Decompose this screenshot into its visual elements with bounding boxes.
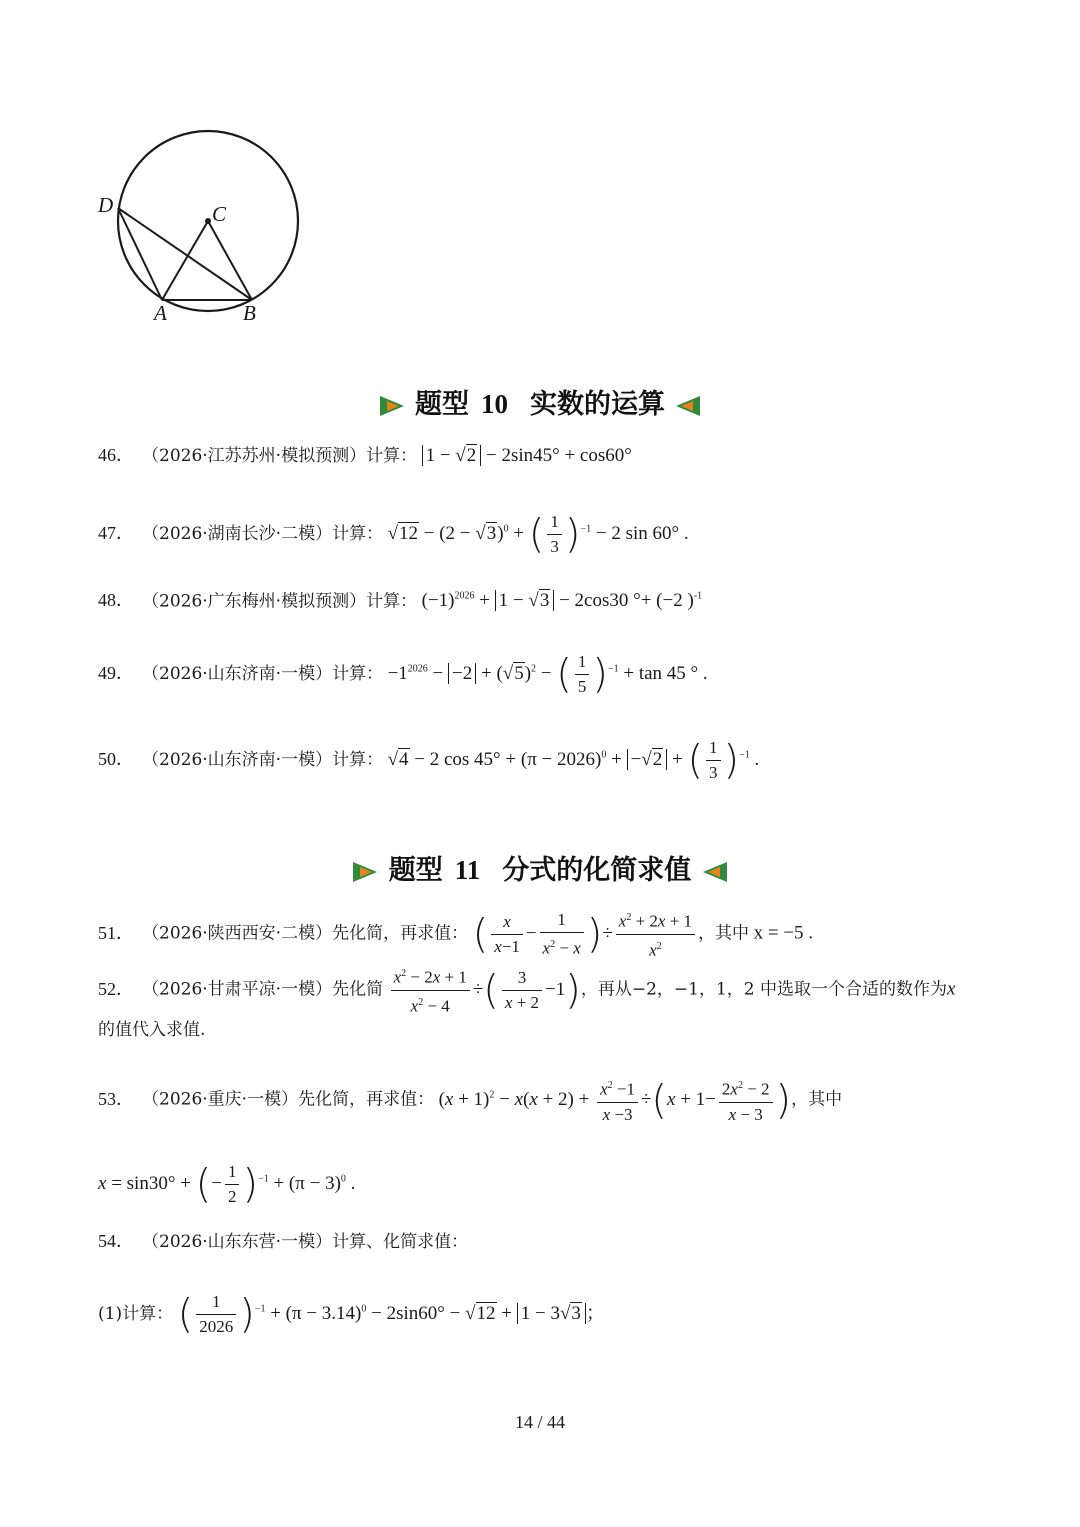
expression-47: $√12 - (2 - √3)^0$ + ( $\frac{1}{3}$ )$^{-1}$ − 2 sin 60° . bbox=[387, 511, 689, 558]
question-53-condition bbox=[98, 1160, 990, 1209]
label-c: C bbox=[212, 202, 227, 226]
question-52-continuation: 的值代入求值. bbox=[98, 1020, 206, 1040]
question-54: 54． （2026·山东东营·一模）计算、化简求值： bbox=[98, 1231, 469, 1252]
question-49: 49． （2026·山东济南·一模）计算： $-1^{2026} - -2 + (√5)^2$ − ( $\frac{1}{5}$ )$^{-1}$ + tan 45 ° . bbox=[98, 651, 708, 698]
expression-51: ( $\frac{x}{x-1}$ − $\frac{1}{x^2 - x}$ )÷ $\frac{x^2 + 2x + 1}{x^2}$ bbox=[473, 923, 698, 944]
question-47: 47． （2026·湖南长沙·二模）计算： $√12 - (2 - √3)^0$ + ( $\frac{1}{3}$ )$^{-1}$ − 2 sin 60° . bbox=[98, 511, 689, 558]
section-title-11 bbox=[0, 848, 1080, 887]
page-number: 14 / 44 bbox=[514, 1412, 565, 1432]
label-d: D bbox=[98, 193, 114, 217]
expression-46: 1 − √2 − 2sin45° + cos60° bbox=[422, 445, 632, 466]
section-label: 题型 bbox=[415, 389, 469, 420]
question-52: 52． （2026·甘肃平凉·一模）先化简 $\frac{x^2 - 2x + 1}{x^2 - 4}$ ÷( $\frac{3}{x + 2}$ −1)，再从−2，−1，1，2 中选取一个合适的数作为x bbox=[98, 962, 990, 1018]
section-name: 分式的化简求值 bbox=[502, 855, 692, 886]
section-name: 实数的运算 bbox=[530, 389, 665, 420]
circle-geometry-figure bbox=[90, 120, 310, 330]
section-number: 11 bbox=[454, 855, 481, 885]
expression-53-condition: x = sin30° + (− $\frac{1}{2}$ )$^{-1} + (\pi - 3)^0$ . bbox=[98, 1161, 356, 1208]
section-number: 10 bbox=[481, 389, 508, 419]
expression-52: $\frac{x^2 - 2x + 1}{x^2 - 4}$ ÷( $\frac{3}{x + 2}$ −1) bbox=[388, 979, 581, 1000]
expression-50: √4 − 2 $\cos 45^\circ + (\pi - 2026)^0 + -√2$ + ( $\frac{1}{3}$ )$^{-1}$ . bbox=[387, 737, 760, 784]
label-b: B bbox=[243, 301, 256, 325]
question-50: 50． （2026·山东济南·一模）计算： √4 − 2 $\cos 45^\circ + (\pi - 2026)^0 + -√2$ + ( $\frac{1}{3}$ )$^{-1}$ . bbox=[98, 737, 760, 784]
segment-cb bbox=[208, 221, 252, 300]
question-48: 48． （2026·广东梅州·模拟预测）计算： $(-1)^{2026} + 1 - √3 - 2\cos 30$ °+ (−2 )$^{-1}$ bbox=[98, 590, 703, 612]
segment-db bbox=[118, 208, 252, 300]
arrow-left-icon bbox=[674, 395, 702, 417]
expression-53: $(x + 1)^2 - x(x + 2)$ + $\frac{x^2 -1}{x -3}$ ÷(x + 1− $\frac{2x^2 - 2}{x - 3}$ ) bbox=[439, 1089, 792, 1110]
center-point bbox=[205, 218, 211, 224]
section-title-10 bbox=[0, 382, 1080, 421]
section-label: 题型 bbox=[388, 855, 443, 886]
arrow-left-icon bbox=[701, 861, 729, 883]
question-54-part-1: (1)计算： ( $\frac{1}{2026}$ )$^{-1} + (\pi - 3.14)^0 - 2\sin 60^\circ - √12 + 1 - 3√3$ ； bbox=[98, 1291, 605, 1338]
segment-ca bbox=[162, 221, 208, 300]
question-51: 51． （2026·陕西西安·二模）先化简，再求值： ( $\frac{x}{x-1}$ − $\frac{1}{x^2 - x}$ )÷ $\frac{x^2 + 2x + 1}{x^2}$ ，其中 x = −5 . bbox=[98, 906, 990, 962]
question-46: 46． （2026·江苏苏州·模拟预测）计算： 1 − √2 − 2sin45° + cos60° bbox=[98, 445, 632, 466]
question-53: 53． （2026·重庆·一模）先化简，再求值： $(x + 1)^2 - x(x + 2)$ + $\frac{x^2 -1}{x -3}$ ÷(x + 1− $\frac{2x^2 - 2}{x - 3}$ )，其中 bbox=[98, 1074, 990, 1127]
expression-49: $-1^{2026} - -2 + (√5)^2$ − ( $\frac{1}{5}$ )$^{-1}$ + tan 45 ° . bbox=[387, 651, 708, 698]
label-a: A bbox=[154, 301, 167, 325]
expression-54-1: ( $\frac{1}{2026}$ )$^{-1} + (\pi - 3.14)^0 - 2\sin 60^\circ - √12 + 1 - 3√3$ ； bbox=[177, 1291, 605, 1338]
arrow-right-icon bbox=[378, 395, 406, 417]
arrow-right-icon bbox=[351, 861, 379, 883]
expression-48: $(-1)^{2026} + 1 - √3 - 2\cos 30$ °+ (−2 )$^{-1}$ bbox=[421, 590, 703, 612]
